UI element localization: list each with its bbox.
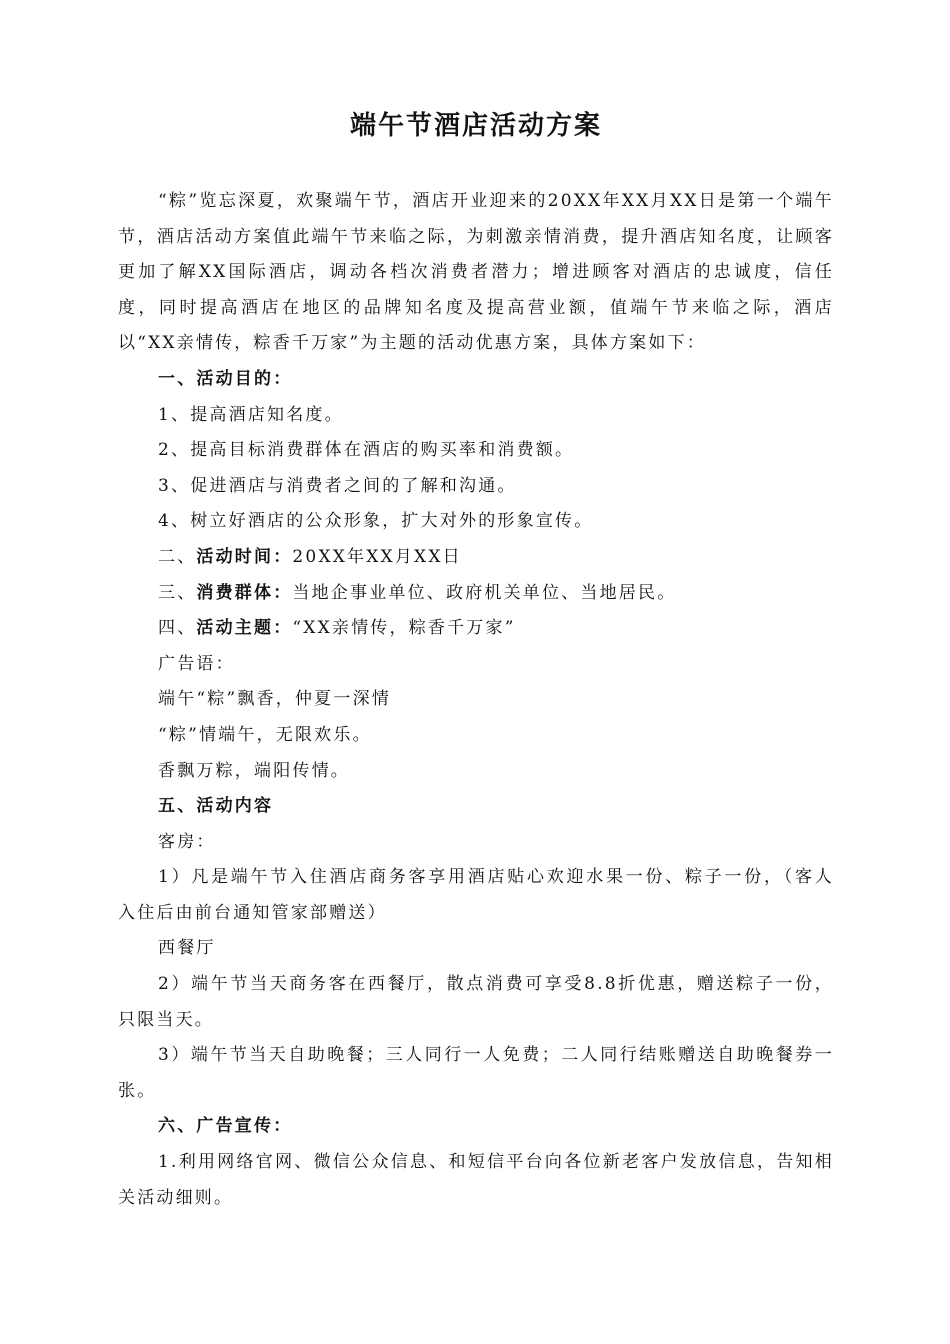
document-title: 端午节酒店活动方案 (349, 111, 602, 141)
rooms-label: 客房： (158, 831, 216, 852)
intro-paragraph: “粽”览忘深夏，欢聚端午节，酒店开业迎来的20XX年XX月XX日是第一个端午节，酒店活动方案值此端午节来临之际，为刺激亲情消费，提升酒店知名度，让顾客更加了解XX国际酒店，调动各档次消费者潜力；增进顾客对酒店的忠诚度，信任度，同时提高酒店在地区的品牌知名度及提高营业额，值端午节来临之际，酒店以“XX亲情传，粽香千万家”为主题的活动优惠方案，具体方案如下： (118, 191, 834, 354)
goal-item: 2、提高目标消费群体在酒店的购买率和消费额。 (158, 440, 575, 461)
section1-heading: 一、活动目的： (158, 368, 293, 389)
section3-value: 当地企事业单位、政府机关单位、当地居民。 (292, 582, 677, 603)
section2-prefix: 二、 (158, 546, 197, 567)
section4-label: 活动主题： (196, 618, 293, 639)
document-body (118, 184, 834, 1216)
section4-prefix: 四、 (158, 618, 197, 639)
section2-value: 20XX年XX月XX日 (292, 546, 462, 567)
promo-item: 1.利用网络官网、微信公众信息、和短信平台向各位新老客户发放信息，告知相关活动细则。 (118, 1152, 834, 1208)
goal-item: 4、树立好酒店的公众形象，扩大对外的形象宣传。 (158, 511, 594, 532)
section2-line (118, 540, 834, 576)
slogan-item: 香飘万粽，端阳传情。 (158, 760, 350, 781)
section4-value: “XX亲情传，粽香千万家” (292, 618, 516, 639)
section3-line (118, 576, 834, 612)
content-item: 1）凡是端午节入住酒店商务客享用酒店贴心欢迎水果一份、粽子一份，（客人入住后由前台通知管家部赠送） (118, 867, 834, 923)
section2-label: 活动时间： (196, 546, 293, 567)
content-item: 2）端午节当天商务客在西餐厅，散点消费可享受8.8折优惠，赠送粽子一份，只限当天。 (118, 974, 834, 1030)
content-item: 3）端午节当天自助晚餐；三人同行一人免费；二人同行结账赠送自助晚餐券一张。 (118, 1045, 834, 1101)
goal-item: 3、促进酒店与消费者之间的了解和沟通。 (158, 475, 517, 496)
section4-line (118, 611, 834, 647)
section6-heading: 六、广告宣传： (158, 1116, 293, 1137)
section3-label: 消费群体： (196, 582, 293, 603)
goal-item: 1、提高酒店知名度。 (158, 404, 344, 425)
restaurant-label: 西餐厅 (158, 938, 216, 959)
section3-prefix: 三、 (158, 582, 197, 603)
ad-label: 广告语： (158, 653, 235, 674)
slogan-item: 端午“粽”飘香，仲夏一深情 (158, 689, 391, 710)
section5-heading: 五、活动内容 (158, 796, 274, 817)
slogan-item: “粽”情端午，无限欢乐。 (158, 724, 372, 745)
